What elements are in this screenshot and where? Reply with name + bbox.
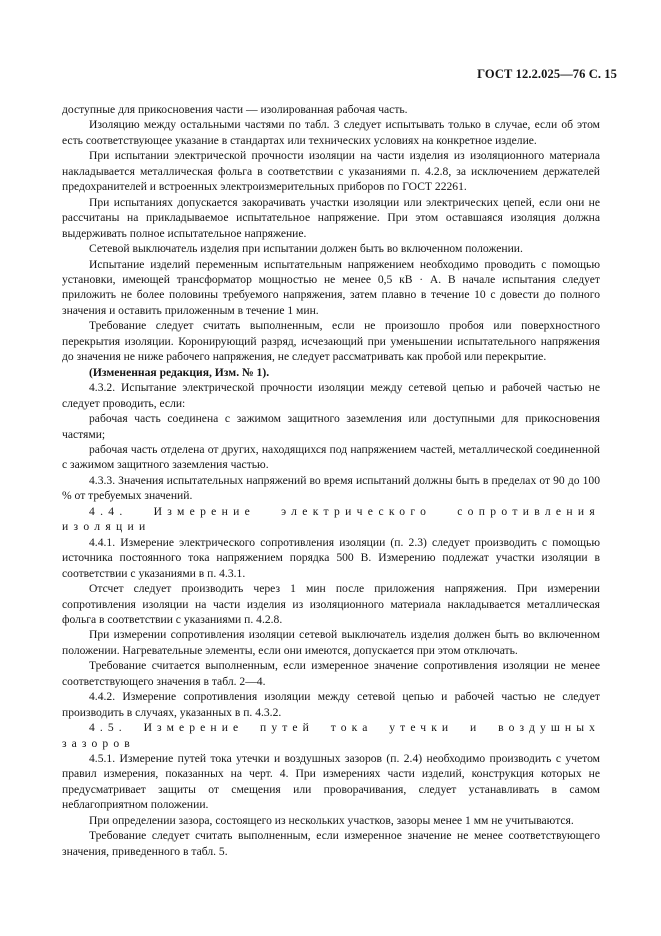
page-header: ГОСТ 12.2.025—76 С. 15 [477, 67, 617, 81]
page-body [62, 102, 600, 859]
paragraph: Изоляцию между остальными частями по табл. 3 следует испытывать только в случае, если об этом есть соответствующее указание в стандартах или технических условиях на конкретное изделие. [62, 118, 600, 147]
paragraph: При испытании электрической прочности изоляции на части изделия из изоляционного материала накладывается металлическая фольга в соответствии с указаниями п. 4.2.8, за исключением держателей предохранителей и встроенных электроизмерительных приборов по ГОСТ 22261. [62, 149, 600, 194]
clause-4-3-2: 4.3.2. Испытание электрической прочности изоляции между сетевой цепью и рабочей частью не следует проводить, если: [62, 381, 600, 410]
paragraph: Требование следует считать выполненным, если не произошло пробоя или поверхностного перекрытия изоляции. Коронирующий разряд, исчезающий при уменьшении испытательного напряжения до значения не ниже рабочего напряжения, не следует рассматривать как пробой или перекрытие. [62, 319, 600, 364]
section-heading-4-5: 4.5. Измерение путей тока утечки и воздушных зазоров [62, 721, 600, 750]
paragraph: рабочая часть отделена от других, находящихся под напряжением частей, металлической соединенной с зажимом защитного заземления частью. [62, 442, 600, 472]
clause-4-5-1: 4.5.1. Измерение путей тока утечки и воздушных зазоров (п. 2.4) необходимо производить с учетом правил измерения, показанных на черт. 4. При измерениях части изделий, конструкция которых не предусматривает защиты от смещения или проворачивания, следует устанавливать в самом неблагоприятном положении. [62, 752, 600, 812]
clause-4-4-1: 4.4.1. Измерение электрического сопротивления изоляции (п. 2.3) следует производить с помощью источника постоянного тока напряжением порядка 500 В. Измерению подлежат участки изоляции в соответствии с указаниями в п. 4.3.1. [62, 535, 600, 580]
paragraph: доступные для прикосновения части — изолированная рабочая часть. [62, 103, 408, 116]
paragraph: При определении зазора, состоящего из нескольких участков, зазоры менее 1 мм не учитываются. [89, 813, 574, 827]
amendment-note: (Измененная редакция, Изм. № 1). [89, 365, 270, 379]
paragraph: Сетевой выключатель изделия при испытании должен быть во включенном положении. [89, 242, 523, 256]
paragraph: Испытание изделий переменным испытательным напряжением необходимо проводить с помощью установки, имеющей трансформатор мощностью не менее 0,5 кВ · А. В начале испытания следует приложить не более половины требуемого напряжения, затем плавно в течение 10 с довести до полного значения и оставить приложенным в течение 1 мин. [62, 257, 600, 317]
paragraph: Отсчет следует производить через 1 мин после приложения напряжения. При измерении сопротивления изоляции на части изделия из изоляционного материала накладывается металлическая фольга в соответствии с указаниями п. 4.2.8. [62, 582, 600, 626]
clause-4-4-2: 4.4.2. Измерение сопротивления изоляции между сетевой цепью и рабочей частью не следует производить в случаях, указанных в п. 4.3.2. [62, 690, 600, 719]
paragraph: Требование следует считать выполненным, если измеренное значение не менее соответствующего значения, приведенного в табл. 5. [62, 829, 600, 858]
paragraph: При измерении сопротивления изоляции сетевой выключатель изделия должен быть во включенном положении. Нагревательные элементы, если они имеются, допускается при этом отключать. [62, 628, 600, 657]
section-heading-4-4: 4.4. Измерение электрического сопротивления изоляции [62, 504, 600, 534]
paragraph: При испытаниях допускается закорачивать участки изоляции или электрических цепей, если они не рассчитаны на прикладываемое испытательное напряжение. При этом оставшаяся изоляция должна выдерживать полное испытательное напряжение. [62, 195, 600, 240]
paragraph: рабочая часть соединена с зажимом защитного заземления или доступными для прикосновения частями; [62, 412, 600, 441]
paragraph: Требование считается выполненным, если измеренное значение сопротивления изоляции не менее соответствующего значения в табл. 2—4. [62, 659, 600, 688]
clause-4-3-3: 4.3.3. Значения испытательных напряжений во время испытаний должны быть в пределах от 90 до 100 % от требуемых значений. [62, 473, 600, 503]
